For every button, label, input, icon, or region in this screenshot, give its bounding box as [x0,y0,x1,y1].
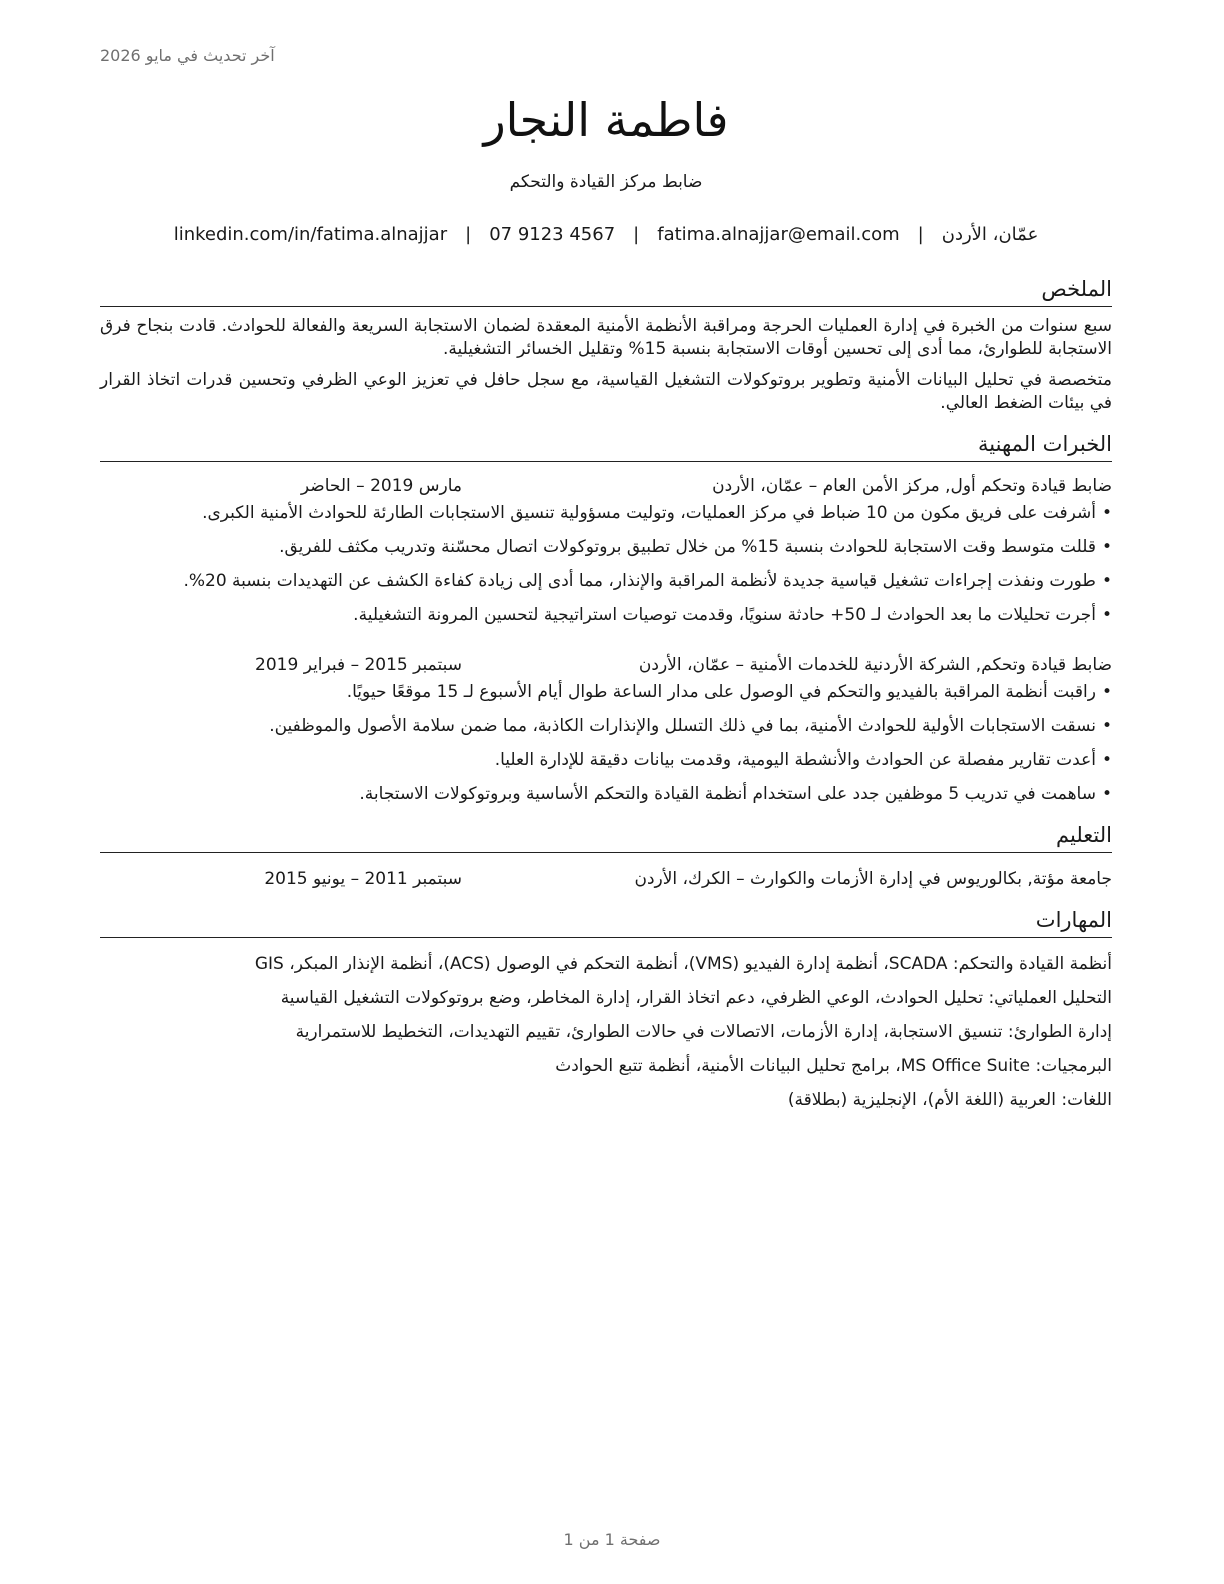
job-role: ضابط قيادة وتحكم, الشركة الأردنية للخدمات الأمنية – عمّان، الأردن [638,655,1112,675]
education-degree: جامعة مؤتة, بكالوريوس في إدارة الأزمات والكوارث – الكرك، الأردن [634,869,1112,889]
list-item [100,501,1112,525]
job-role: ضابط قيادة وتحكم أول, مركز الأمن العام – عمّان، الأردن [712,476,1112,496]
resume-body [100,274,1112,1120]
section-heading: الخبرات المهنية [100,429,1112,462]
job-bullets [100,680,1112,806]
list-item [100,603,1112,627]
skill-line: البرمجيات: MS Office Suite، برامج تحليل البيانات الأمنية، أنظمة تتبع الحوادث [555,1056,1112,1076]
education-section [100,820,1112,891]
summary-paragraph: سبع سنوات من الخبرة في إدارة العمليات الحرجة ومراقبة الأنظمة الأمنية المعقدة لضمان الاستجابة السريعة والفعالة للحوادث. قادت بنجاح فرق الاستجابة للطوارئ، مما أدى إلى تحسين أوقات الاستجابة بنسبة 15% وتقليل الخسائر التشغيلية. [100,316,1112,359]
summary-section [100,274,1112,415]
contact-separator: | [465,224,472,245]
bullet-mark: • [1101,716,1112,736]
job-bullets [100,501,1112,627]
resume-header [100,88,1112,248]
bullet-mark: • [1101,784,1112,804]
contact-linkedin[interactable]: linkedin.com/in/fatima.alnajjar [173,224,448,245]
job-entry [100,474,1112,627]
page-number: صفحة 1 من 1 [563,1530,661,1549]
section-heading: المهارات [100,905,1112,938]
bullet-mark: • [1101,682,1112,702]
job-dates: سبتمبر 2015 – فبراير 2019 [255,655,462,675]
job-header [100,653,1112,677]
contact-location: عمّان، الأردن [941,224,1039,245]
bullet-text: نسقت الاستجابات الأولية للحوادث الأمنية، بما في ذلك التسلل والإنذارات الكاذبة، مما ضمن سلامة الأصول والموظفين. [269,716,1096,736]
education-dates: سبتمبر 2011 – يونيو 2015 [264,869,462,889]
section-heading: التعليم [100,820,1112,853]
list-item [100,748,1112,772]
bullet-text: أجرت تحليلات ما بعد الحوادث لـ 50+ حادثة سنويًا، وقدمت توصيات استراتيجية لتحسين المرونة التشغيلية. [353,605,1096,625]
education-entry [100,867,1112,891]
skill-line: اللغات: العربية (اللغة الأم)، الإنجليزية (بطلاقة) [787,1090,1112,1110]
candidate-name: فاطمة النجار [483,93,729,147]
skill-line: أنظمة القيادة والتحكم: SCADA، أنظمة إدارة الفيديو (VMS)، أنظمة التحكم في الوصول (ACS)، أنظمة الإنذار المبكر، GIS [254,954,1112,974]
bullet-text: راقبت أنظمة المراقبة بالفيديو والتحكم في الوصول على مدار الساعة طوال أيام الأسبوع لـ 15 موقعًا حيويًا. [346,682,1096,702]
list-item [100,569,1112,593]
skill-line: إدارة الطوارئ: تنسيق الاستجابة، إدارة الأزمات، الاتصالات في حالات الطوارئ، تقييم التهديدات، التخطيط للاستمرارية [295,1022,1112,1042]
bullet-text: طورت ونفذت إجراءات تشغيل قياسية جديدة لأنظمة المراقبة والإنذار، مما أدى إلى زيادة كفاءة الكشف عن التهديدات بنسبة 20%. [183,571,1096,591]
list-item [100,680,1112,704]
job-header [100,474,1112,498]
contact-separator: | [917,224,924,245]
job-dates: مارس 2019 – الحاضر [300,476,462,496]
last-updated-note: آخر تحديث في مايو 2026 [100,46,275,65]
candidate-title: ضابط مركز القيادة والتحكم [509,172,703,192]
bullet-mark: • [1101,605,1112,625]
bullet-text: ساهمت في تدريب 5 موظفين جدد على استخدام أنظمة القيادة والتحكم الأساسية وبروتوكولات الاستجابة. [359,784,1096,804]
bullet-mark: • [1101,537,1112,557]
bullet-mark: • [1101,503,1112,523]
experience-section [100,429,1112,806]
list-item [100,782,1112,806]
summary-paragraph: متخصصة في تحليل البيانات الأمنية وتطوير بروتوكولات التشغيل القياسية، مع سجل حافل في تعزيز الوعي الظرفي وتحسين قدرات اتخاذ القرار في بيئات الضغط العالي. [100,370,1112,413]
section-heading: الملخص [100,274,1112,307]
skills-section [100,905,1112,1112]
list-item [100,714,1112,738]
bullet-text: أشرفت على فريق مكون من 10 ضباط في مركز العمليات، وتوليت مسؤولية تنسيق الاستجابات الطارئة للحوادث الأمنية الكبرى. [202,503,1096,523]
bullet-mark: • [1101,750,1112,770]
contact-email[interactable]: fatima.alnajjar@email.com [657,224,900,245]
bullet-text: قللت متوسط وقت الاستجابة للحوادث بنسبة 15% من خلال تطبيق بروتوكولات اتصال محسّنة وتدريب مكثف للفريق. [279,537,1096,557]
skill-line: التحليل العملياتي: تحليل الحوادث، الوعي الظرفي، دعم اتخاذ القرار، إدارة المخاطر، وضع بروتوكولات التشغيل القياسية [280,988,1112,1008]
contact-line [100,222,1112,248]
job-entry [100,653,1112,806]
contact-separator: | [633,224,640,245]
bullet-mark: • [1101,571,1112,591]
bullet-text: أعدت تقارير مفصلة عن الحوادث والأنشطة اليومية، وقدمت بيانات دقيقة للإدارة العليا. [494,750,1096,770]
contact-phone[interactable]: 07 9123 4567 [489,224,616,245]
list-item [100,535,1112,559]
